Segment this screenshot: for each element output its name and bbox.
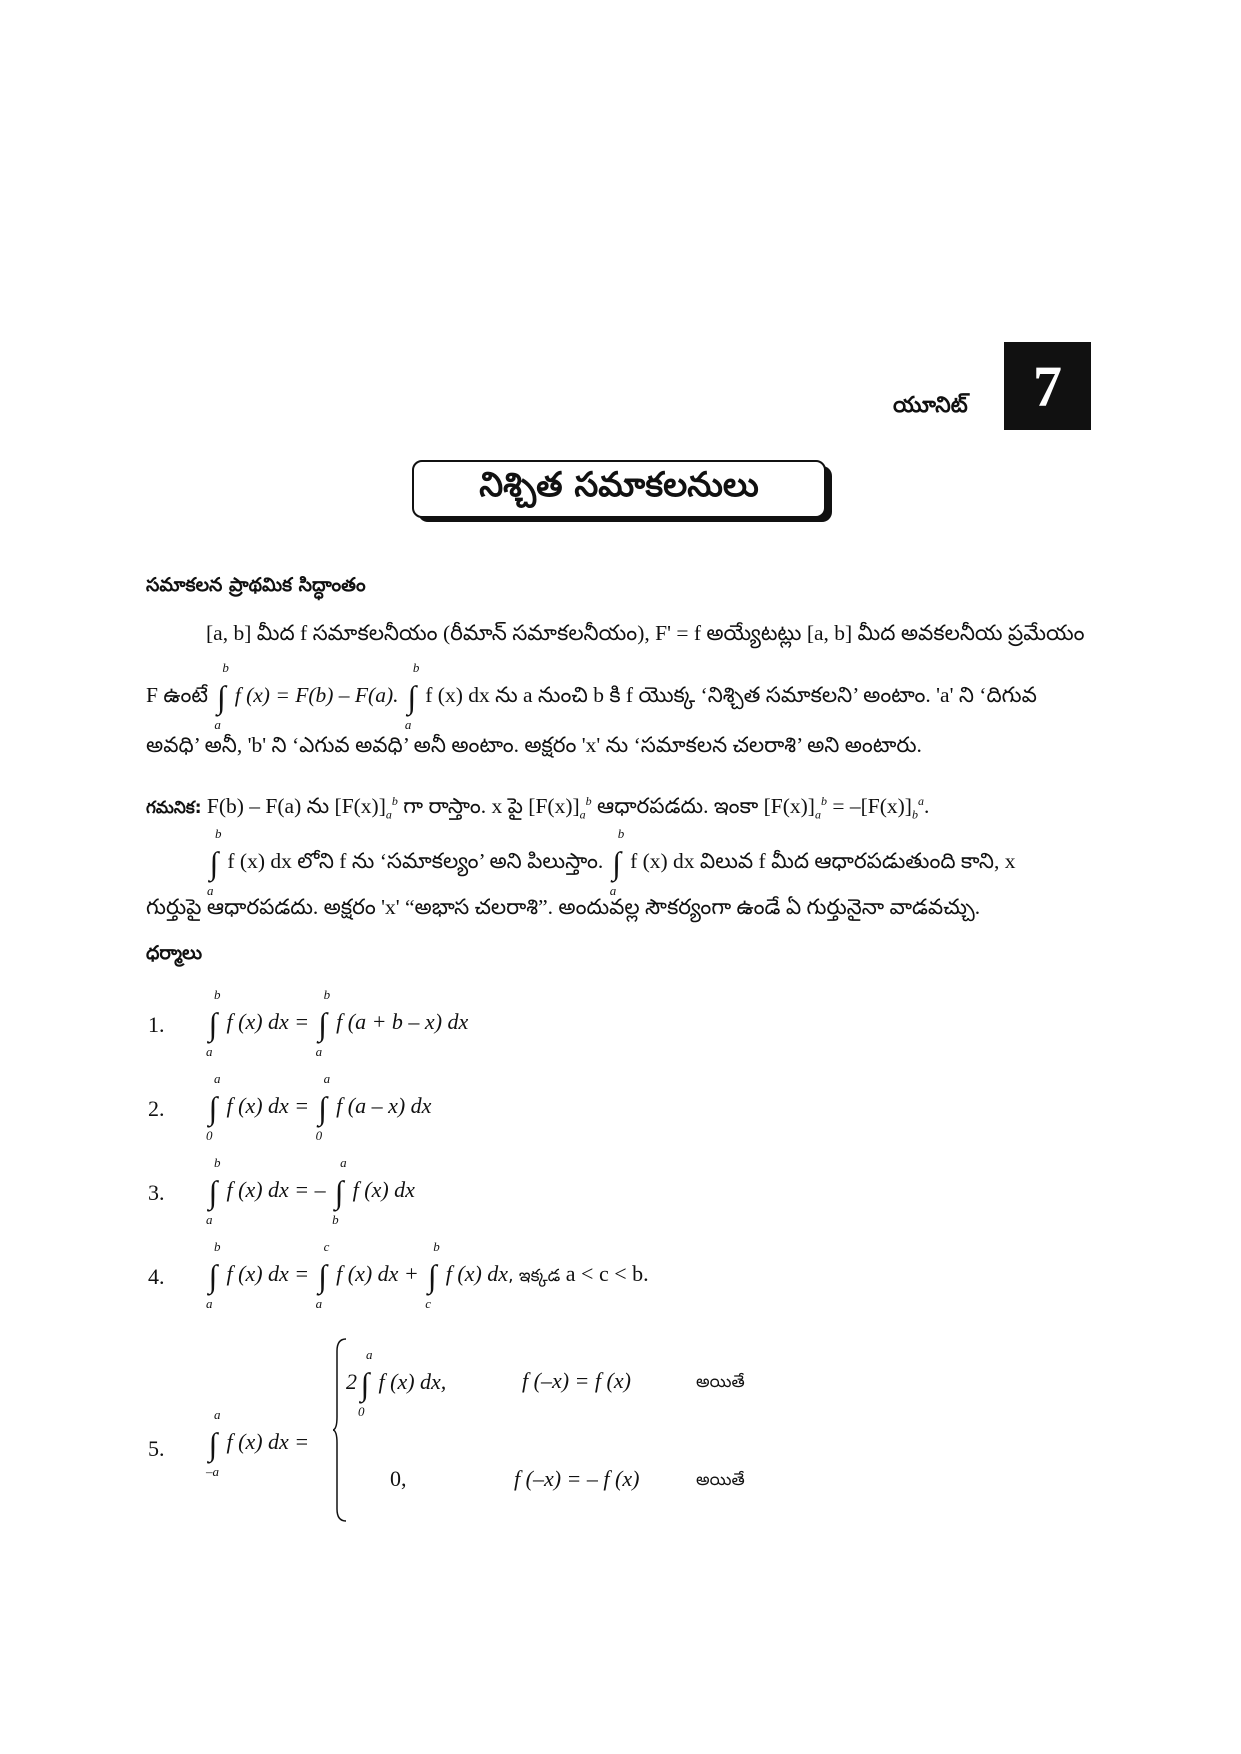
integral-sign: ∫ b a: [214, 660, 229, 733]
property-4-equation: ∫ b a f (x) dx = ∫ c a f (x) dx + ∫ b c f (x) dx, ఇక్కడ a < c < b.: [206, 1239, 649, 1311]
property-5-odd-condition: f (–x) = – f (x): [514, 1466, 640, 1491]
integral-sign: ∫ b a: [404, 660, 420, 733]
bracket-expr: $[F(x)]_a^b$: [528, 794, 592, 822]
bracket-expr: $[F(x)]_a^b$: [334, 794, 398, 822]
property-number: 3.: [148, 1180, 165, 1205]
note-label: గమనిక:: [146, 798, 202, 819]
property-3-equation: ∫ b a f (x) dx = – ∫ a b f (x) dx: [206, 1155, 415, 1227]
cases-brace: [333, 1337, 347, 1523]
property-5-case-even: 2 ∫ a 0 f (x) dx,: [346, 1347, 447, 1419]
definite-integral-definition: f (x) dx ను a నుంచి b కి f యొక్క ‘నిశ్చిత సమాకలని’ అంటాం. 'a' ని ‘దిగువ: [425, 683, 1037, 707]
unit-number-badge: 7: [1004, 342, 1091, 430]
paragraph-definition-line2: [146, 660, 1106, 733]
property-number: 2.: [148, 1096, 165, 1121]
section-heading-ftc: సమాకలన ప్రాథమిక సిద్ధాంతం: [146, 574, 366, 596]
integral-sign: ∫ b a: [609, 826, 625, 899]
ftc-formula: f (x) = F(b) – F(a).: [234, 683, 399, 707]
property-5-case-odd: 0,: [390, 1466, 407, 1491]
property-number: 1.: [148, 1012, 165, 1037]
note-text-d: = –: [832, 794, 861, 819]
property-number: 4.: [148, 1264, 165, 1289]
integrand-paragraph-line2: గుర్తుపై ఆధారపడదు. అక్షరం 'x' “అభాస చలరాశి”. అందువల్ల సౌకర్యంగా ఉండే ఏ గుర్తునైనా వాడవచ్చు.: [146, 895, 981, 919]
note-text-b: గా రాస్తాం. x పై: [403, 794, 523, 819]
property-1-equation: ∫ b a f (x) dx = ∫ b a f (a + b – x) dx: [206, 987, 469, 1059]
integrand-text-b: f (x) dx విలువ f మీద ఆధారపడుతుంది కాని, x: [630, 849, 1016, 873]
bracket-expr: $[F(x)]_b^a$: [860, 794, 924, 822]
integral-sign: ∫ b a: [207, 826, 222, 899]
note-line: గమనిక: F(b) – F(a) ను $[F(x)]_a^b$ గా రాస్తాం. x పై $[F(x)]_a^b$ ఆధారపడదు. ఇంకా $[F(x)]_a^b = -[F(x)]_b^a$.: [146, 794, 930, 822]
property-5-even-word: అయితే: [696, 1372, 745, 1392]
paragraph-definition-line1: [a, b] మీద f సమాకలనీయం (రీమాన్ సమాకలనీయం), F' = f అయ్యేటట్లు [a, b] మీద అవకలనీయ ప్రమేయం: [206, 621, 1085, 645]
integrand-text-a: f (x) dx లోని f ను ‘సమాకల్యం’ అని పిలుస్తాం.: [227, 849, 604, 873]
paragraph-definition-line3: అవధి’ అనీ, 'b' ని ‘ఎగువ అవధి’ అనీ అంటాం. అక్షరం 'x' ను ‘సమాకలన చలరాశి’ అని అంటారు.: [146, 733, 922, 757]
bracket-expr: $[F(x)]_a^b$: [763, 794, 827, 822]
properties-heading: ధర్మాలు: [146, 942, 203, 964]
property-5-even-condition: f (–x) = f (x): [522, 1368, 631, 1393]
unit-label: యూనిట్: [893, 393, 968, 418]
property-number: 5.: [148, 1436, 165, 1461]
note-text-a: F(b) – F(a) ను: [206, 794, 330, 819]
text-f-exists: F ఉంటే: [146, 683, 208, 707]
chapter-title: నిశ్చిత సమాకలనులు: [412, 460, 826, 518]
property-5-odd-word: అయితే: [696, 1470, 745, 1490]
note-text-c: ఆధారపడదు. ఇంకా: [597, 794, 759, 819]
integrand-paragraph-line1: [206, 826, 1106, 899]
property-5-lhs: ∫ a –a f (x) dx =: [206, 1407, 310, 1479]
property-2-equation: ∫ a 0 f (x) dx = ∫ a 0 f (a – x) dx: [206, 1071, 432, 1143]
